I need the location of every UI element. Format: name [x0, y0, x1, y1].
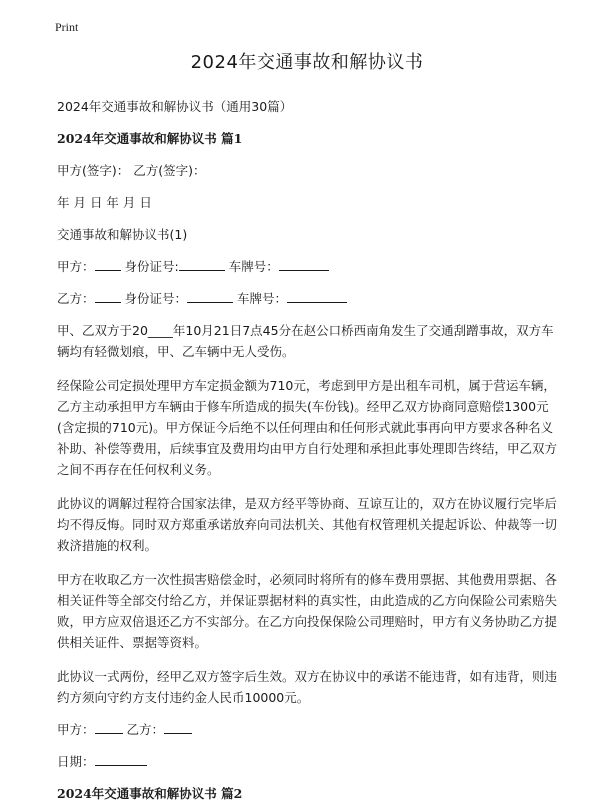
party-b-id-blank: [187, 289, 233, 303]
paragraph-compensation: 经保险公司定损处理甲方车定损金额为710元，考虑到甲方是出租车司机，属于营运车辆，乙方主动承担甲方车辆由于修车所造成的损失(车份钱)。经甲乙双方协商同意赔偿1300元(含定损的710元)。甲方保证今后绝不以任何理由和任何形式就此事再向甲方要求各种名义补助、补偿等费用，后续事宜及费用均由甲方自行处理和承担此事处理即告终结，甲乙双方之间不再存在任何权利义务。: [57, 378, 558, 477]
party-b-plate-label: 车牌号：: [237, 291, 288, 306]
document-page: [57, 48, 557, 804]
signature-line: 甲方(签字)： 乙方(签字)：: [57, 163, 206, 178]
document-subtitle: 2024年交通事故和解协议书（通用30篇）: [57, 99, 293, 114]
party-b-line: [57, 288, 557, 309]
date-label: 日期：: [57, 754, 95, 769]
section-heading-2: 2024年交通事故和解协议书 篇2: [57, 786, 243, 801]
party-b-plate-blank: [287, 289, 347, 303]
print-link[interactable]: Print: [55, 20, 79, 34]
date-blank: [95, 752, 147, 766]
party-b-name-blank: [95, 289, 121, 303]
document-title: 2024年交通事故和解协议书: [190, 52, 424, 73]
agreement-title: 交通事故和解协议书(1): [57, 227, 188, 242]
section-heading-1: 2024年交通事故和解协议书 篇1: [57, 131, 243, 146]
party-a-label: 甲方：: [57, 259, 95, 274]
party-a-plate-label: 车牌号：: [228, 259, 279, 274]
party-b-label: 乙方：: [57, 291, 95, 306]
paragraph-legal: 此协议的调解过程符合国家法律，是双方经平等协商、互谅互让的，双方在协议履行完毕后均不得反悔。同时双方郑重承诺放弃向司法机关、其他有权管理机关提起诉讼、仲裁等一切救济措施的权利。: [57, 496, 558, 553]
party-a-id-blank: [179, 257, 225, 271]
final-party-a-label: 甲方：: [57, 722, 95, 737]
party-b-id-label: 身份证号：: [124, 291, 188, 306]
final-signature-line: [57, 719, 557, 740]
final-party-a-blank: [95, 720, 123, 734]
date-line: 年 月 日 年 月 日: [57, 195, 152, 210]
party-a-line: [57, 256, 557, 277]
date-field-line: [57, 751, 557, 772]
paragraph-receipts: 甲方在收取乙方一次性损害赔偿金时，必须同时将所有的修车费用票据、其他费用票据、各相关证件等全部交付给乙方，并保证票据材料的真实性，由此造成的乙方向保险公司索赔失败，甲方应双倍退还乙方不实部分。在乙方向投保保险公司理赔时，甲方有义务协助乙方提供相关证件、票据等资料。: [57, 572, 558, 650]
party-a-name-blank: [95, 257, 121, 271]
paragraph-incident: 甲、乙双方于20____年10月21日7点45分在赵公口桥西南角发生了交通刮蹭事故，双方车辆均有轻微划痕，甲、乙车辆中无人受伤。: [57, 323, 554, 359]
final-party-b-label: 乙方：: [126, 722, 165, 737]
paragraph-validity: 此协议一式两份，经甲乙双方签字后生效。双方在协议中的承诺不能违背，如有违背，则违约方须向守约方支付违约金人民币10000元。: [57, 669, 558, 705]
final-party-b-blank: [164, 720, 192, 734]
party-a-plate-blank: [279, 257, 329, 271]
party-a-id-label: 身份证号:: [124, 259, 179, 274]
